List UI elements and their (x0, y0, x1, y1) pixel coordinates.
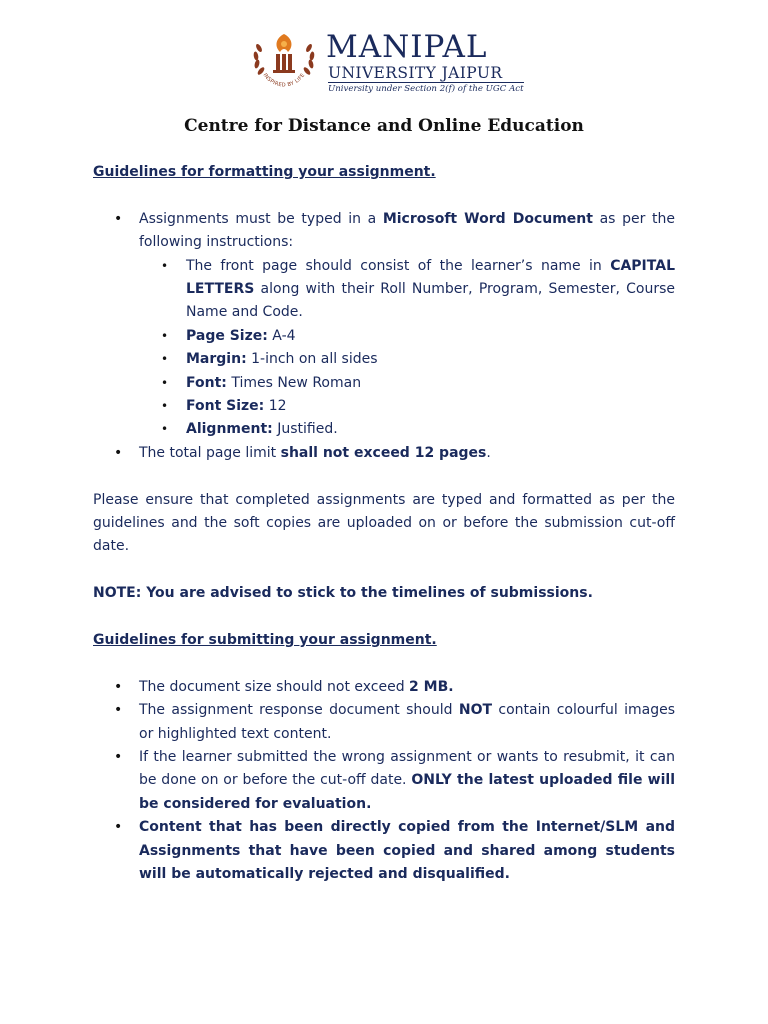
list-item: • The front page should consist of the learner’s name in CAPITAL LETTERS along with their Roll Number, Program, Semester, Course Name and Code. (139, 255, 675, 325)
submitting-heading: Guidelines for submitting your assignment. (93, 632, 437, 649)
list-item: • Margin: 1-inch on all sides (139, 348, 675, 371)
brand-name: MANIPAL (326, 29, 488, 65)
list-item: • Alignment: Justified. (139, 418, 675, 441)
formatting-list (93, 208, 675, 465)
list-item: • Content that has been directly copied from the Internet/SLM and Assignments that have been copied and shared among students will be automatically rejected and disqualified. (93, 816, 675, 886)
list-item: • The document size should not exceed 2 MB. (93, 676, 675, 699)
svg-text:INSPIRED BY LIFE (262, 72, 307, 88)
submitting-list (93, 676, 675, 887)
centre-title: Centre for Distance and Online Education (184, 116, 584, 136)
list-item: • If the learner submitted the wrong assignment or wants to resubmit, it can be done on or before the cut-off date. ONLY the latest uploaded file will be considered for evaluation. (93, 746, 675, 816)
list-item: • The total page limit shall not exceed 12 pages. (93, 442, 675, 465)
list-item: • Assignments must be typed in a Microsoft Word Document as per the following instructions: • The front page should consist of the learner’s name in CAPITAL LETTERS along with their Roll Number, Program, Semester, Course Name and Code. • Page Size: A-4 • Margin: 1-inch on all sides • Font: Times New Roman • Font Size: 12 • Alignment: Justified. (93, 208, 675, 442)
university-seal-icon (250, 28, 318, 96)
note-text: NOTE: You are advised to stick to the timelines of submissions. (93, 585, 593, 602)
list-item: • The assignment response document should NOT contain colourful images or highlighted text content. (93, 699, 675, 746)
ensure-paragraph: Please ensure that completed assignments are typed and formatted as per the guidelines and the soft copies are uploaded on or before the submission cut-off date. (93, 491, 675, 555)
brand-divider (328, 82, 524, 83)
seal-motto-text: INSPIRED BY LIFE (261, 72, 307, 89)
guidelines-content (93, 161, 675, 887)
formatting-heading: Guidelines for formatting your assignment. (93, 164, 436, 180)
list-item: • Font: Times New Roman (139, 372, 675, 395)
university-logo (250, 28, 540, 98)
list-item: • Page Size: A-4 (139, 325, 675, 348)
list-item: • Font Size: 12 (139, 395, 675, 418)
brand-subtitle: UNIVERSITY JAIPUR (328, 64, 503, 82)
brand-tagline: University under Section 2(f) of the UGC Act (328, 84, 524, 94)
formatting-sublist (139, 255, 675, 442)
